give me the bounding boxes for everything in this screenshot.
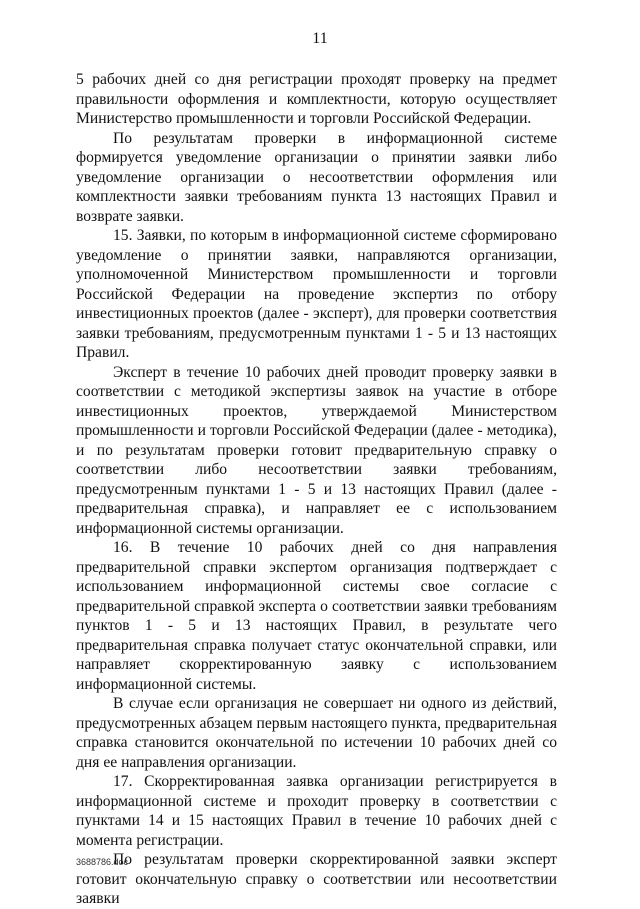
page-number: 11 — [312, 30, 328, 47]
paragraph-2: По результатам проверки в информационной системе формируется уведомление организации о принятии заявки либо уведомление организации о несоответствии оформления или комплектности заявки требованиям пункта 13 настоящих Правил и возврате заявки. — [76, 129, 557, 225]
paragraph-6: В случае если организация не совершает ни одного из действий, предусмотренных абзацем первым настоящего пункта, предварительная справка становится окончательной по истечении 10 рабочих дней со дня ее направления организации. — [76, 695, 557, 771]
paragraph-1: 5 рабочих дней со дня регистрации проходят проверку на предмет правильности оформления и комплектности, которую осуществляет Министерство промышленности и торговли Российской Федерации. — [76, 71, 557, 127]
paragraph-7: 17. Скорректированная заявка организации регистрируется в информационной системе и проходит проверку в соответствии с пунктами 14 и 15 настоящих Правил в течение 10 рабочих дней с момента регистрации. — [76, 773, 557, 849]
paragraph-4: Эксперт в течение 10 рабочих дней проводит проверку заявки в соответствии с методикой экспертизы заявок на участие в отборе инвестиционных проектов, утверждаемой Министерством промышленности и торговли Российской Федерации (далее - методика), и по результатам проверки готовит предварительную справку о соответствии либо несоответствии заявки требованиям, предусмотренным пунктами 1 - 5 и 13 настоящих Правил (далее - предварительная справка), и направляет ее с использованием информационной системы организации. — [76, 363, 557, 537]
document-body — [76, 70, 557, 909]
paragraph-3: 15. Заявки, по которым в информационной системе сформировано уведомление о принятии заявки, направляются организации, уполномоченной Министерством промышленности и торговли Российской Федерации на проведение экспертиз по отбору инвестиционных проектов (далее - эксперт), для проверки соответствия заявки требованиям, предусмотренным пунктами 1 - 5 и 13 настоящих Правил. — [76, 227, 557, 361]
paragraph-8: По результатам проверки скорректированной заявки эксперт готовит окончательную справку о соответствии или несоответствии заявки — [76, 851, 557, 907]
footer-file-code: 3688786.doc — [76, 857, 129, 867]
paragraph-5: 16. В течение 10 рабочих дней со дня направления предварительной справки экспертом организация подтверждает с использованием информационной системы свое согласие с предварительной справкой эксперта о соответствии заявки требованиям пунктов 1 - 5 и 13 настоящих Правил, в результате чего предварительная справка получает статус окончательной справки, или направляет скорректированную заявку с использованием информационной системы. — [76, 539, 557, 693]
